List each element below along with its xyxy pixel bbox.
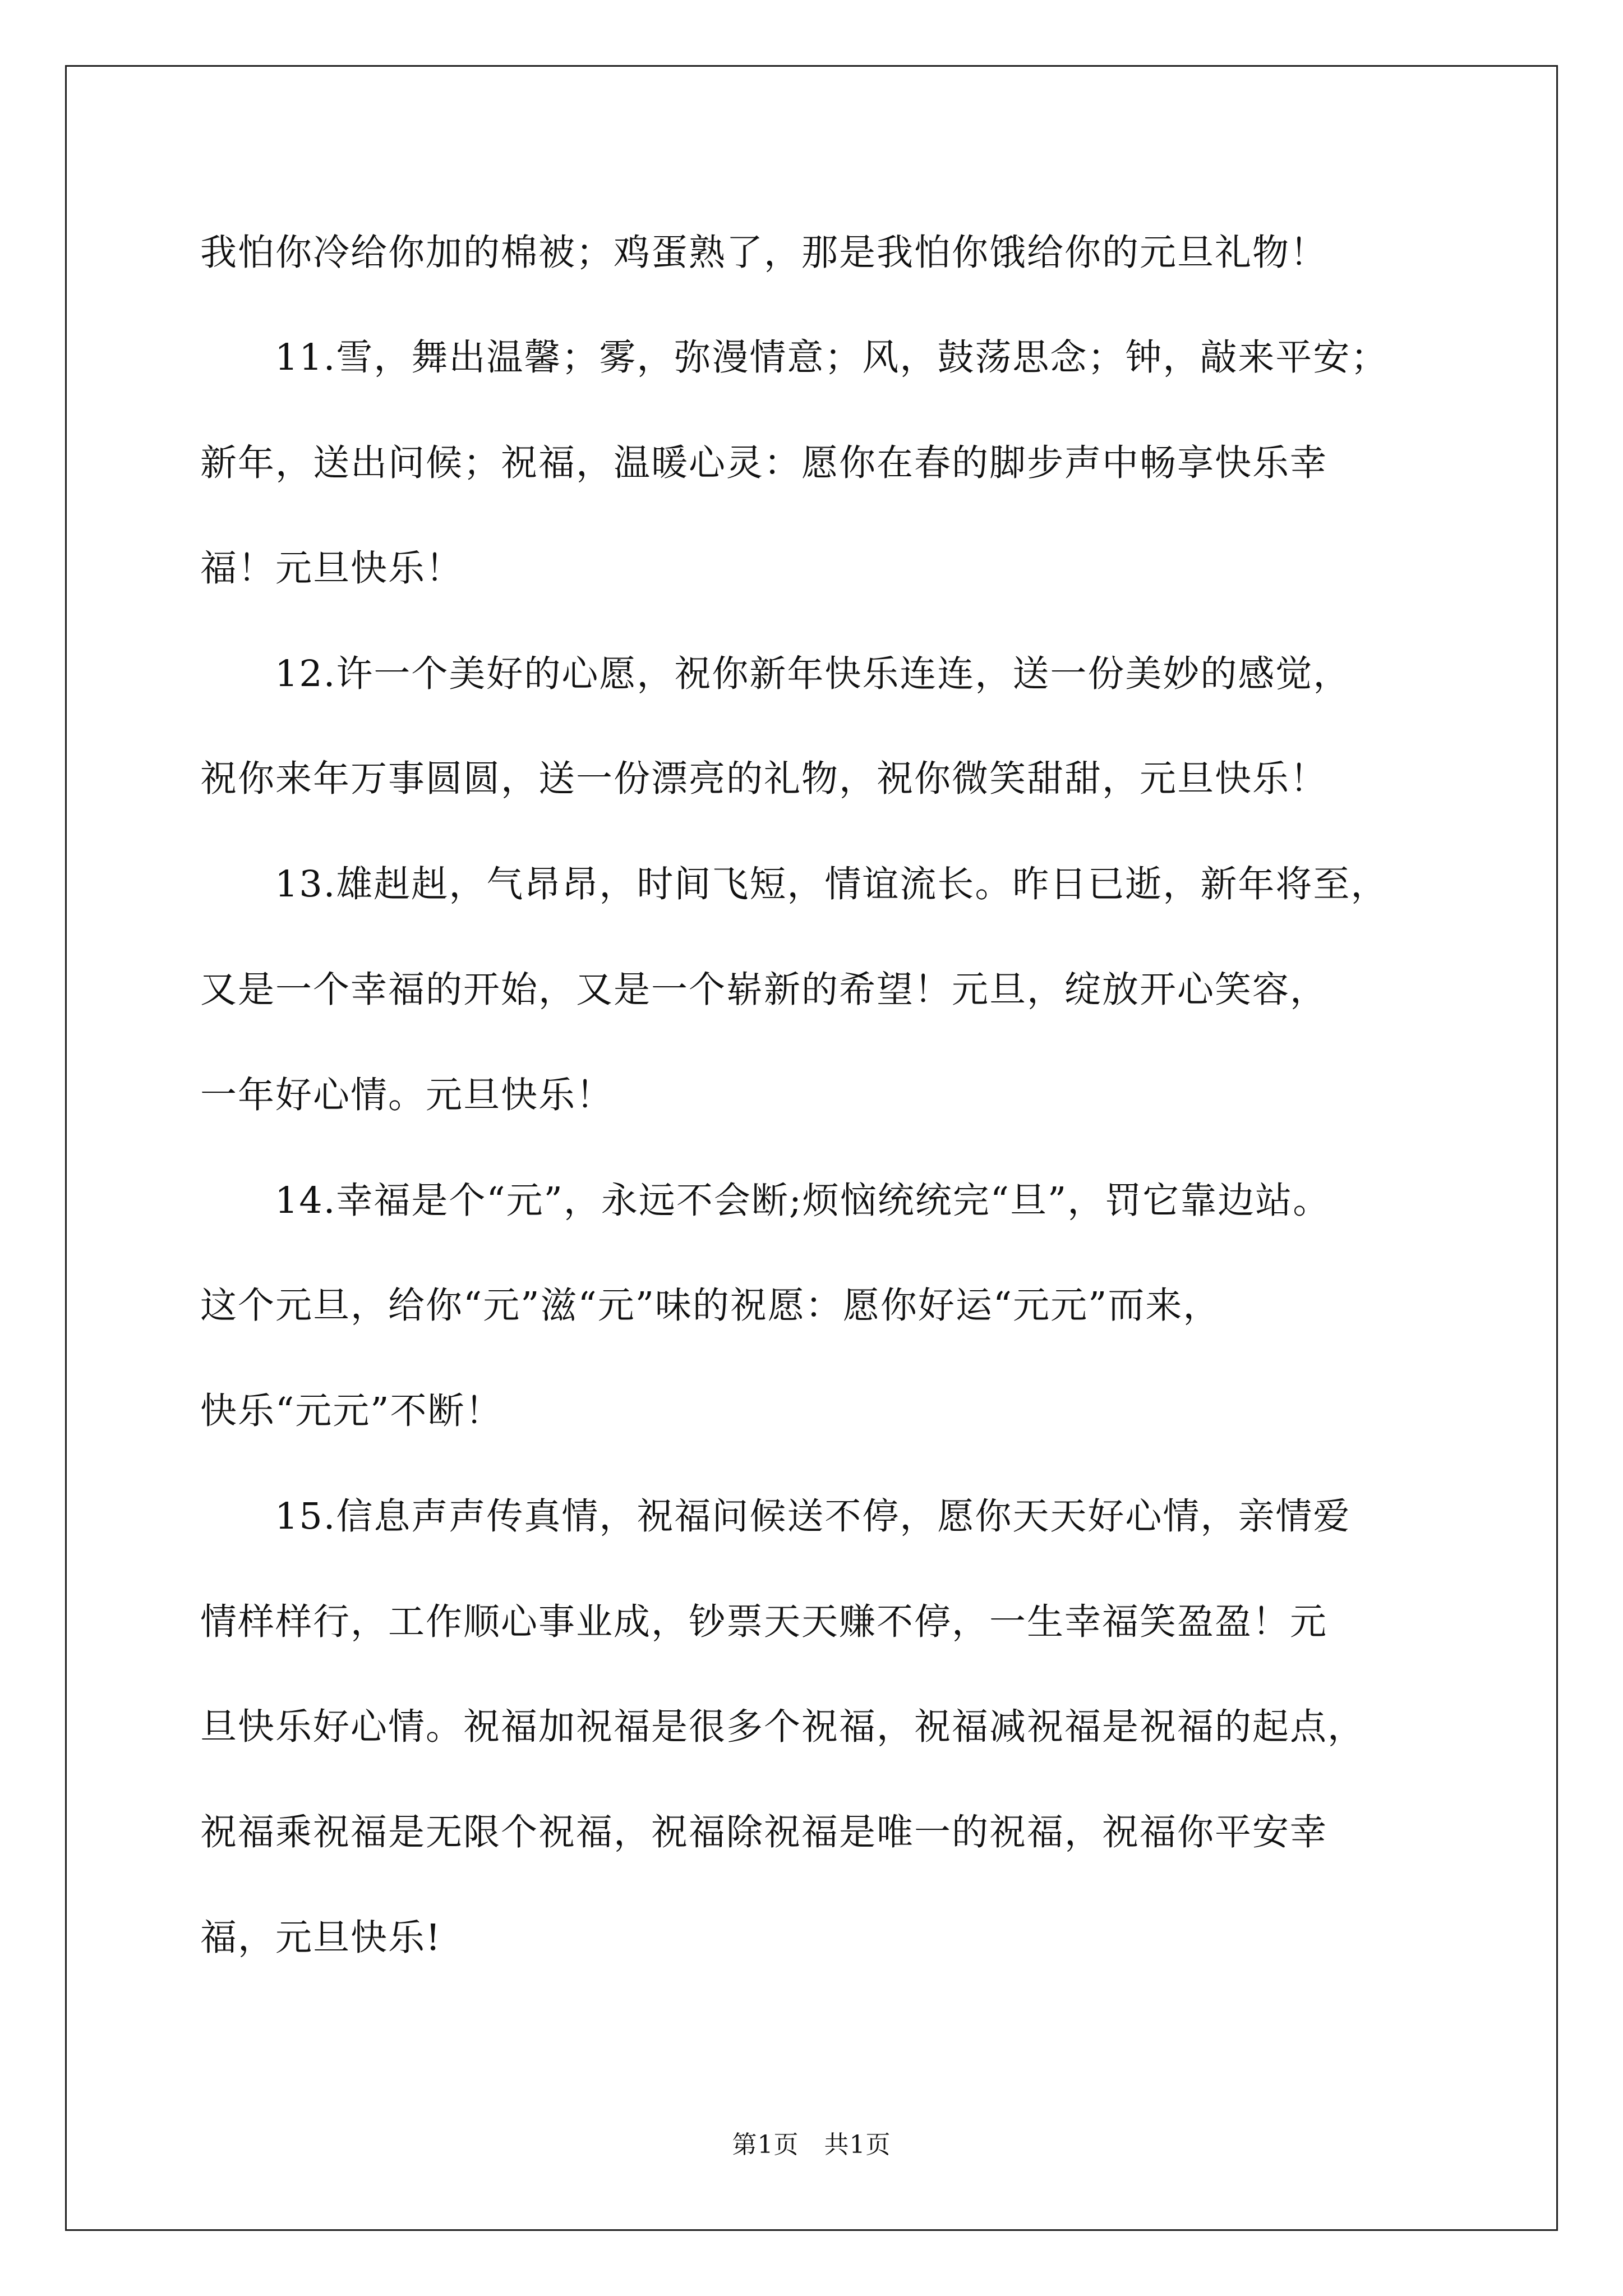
paragraph-line: 福！元旦快乐！ — [200, 547, 464, 590]
paragraph-line: 情样样行，工作顺心事业成，钞票天天赚不停，一生幸福笑盈盈！元 — [200, 1601, 1328, 1643]
paragraph-line: 福，元旦快乐! — [200, 1917, 442, 1959]
page-number: 第1页 共1页 — [732, 2131, 891, 2159]
paragraph-line: 这个元旦，给你“元”滋“元”味的祝愿：愿你好运“元元”而来， — [200, 1285, 1221, 1327]
paragraph-line: 一年好心情。元旦快乐！ — [200, 1074, 614, 1116]
paragraph-line: 快乐“元元”不断！ — [200, 1390, 503, 1432]
paragraph-line: 14.幸福是个“元”，永远不会断;烦恼统统完“旦”，罚它靠边站。 — [275, 1180, 1331, 1222]
paragraph-line: 12.许一个美好的心愿，祝你新年快乐连连，送一份美妙的感觉， — [275, 653, 1351, 695]
paragraph-line: 13.雄赳赳，气昂昂，时间飞短，情谊流长。昨日已逝，新年将至， — [275, 863, 1389, 905]
page-border — [65, 65, 1558, 2231]
paragraph-line: 祝福乘祝福是无限个祝福，祝福除祝福是唯一的祝福，祝福你平安幸 — [200, 1811, 1328, 1853]
paragraph-line: 11.雪，舞出温馨；雾，弥漫情意；风，鼓荡思念；钟，敲来平安； — [275, 337, 1389, 379]
paragraph-line: 又是一个幸福的开始，又是一个崭新的希望！元旦，绽放开心笑容， — [200, 969, 1328, 1011]
paragraph-line: 新年，送出问候；祝福，温暖心灵：愿你在春的脚步声中畅享快乐幸 — [200, 442, 1328, 484]
paragraph-line: 15.信息声声传真情，祝福问候送不停，愿你天天好心情，亲情爱 — [275, 1496, 1351, 1538]
paragraph-line: 我怕你冷给你加的棉被；鸡蛋熟了，那是我怕你饿给你的元旦礼物！ — [200, 232, 1328, 274]
paragraph-line: 旦快乐好心情。祝福加祝福是很多个祝福，祝福减祝福是祝福的起点， — [200, 1706, 1366, 1748]
paragraph-line: 祝你来年万事圆圆，送一份漂亮的礼物，祝你微笑甜甜，元旦快乐！ — [200, 758, 1328, 800]
